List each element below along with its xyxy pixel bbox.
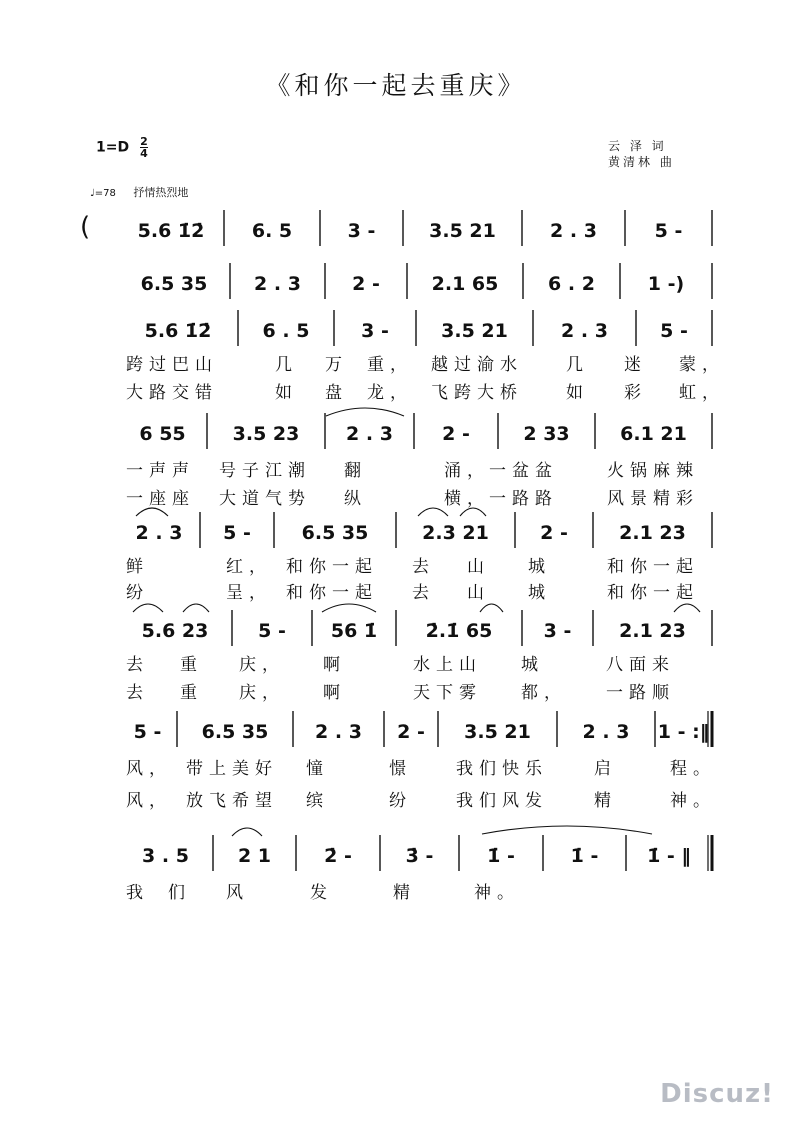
- lyric-word: 程。: [670, 759, 716, 779]
- lyric-word: 如: [275, 383, 298, 403]
- lyric-word: 如: [566, 383, 589, 403]
- measure-notes: 6.5 35: [301, 522, 369, 544]
- measure-notes: 2 . 3: [346, 423, 393, 445]
- metronome-mark: ♩=78: [90, 188, 116, 199]
- measure-notes: 3.5 23: [232, 423, 300, 445]
- lyric-word: 山: [467, 583, 490, 603]
- measure-notes: 5 -: [654, 220, 683, 242]
- lyric-word: 跨过巴山: [126, 355, 218, 375]
- measure-notes: 1 - :‖: [657, 721, 710, 743]
- measure-notes: 2 . 3: [254, 273, 301, 295]
- measure-notes: 6.5 35: [201, 721, 269, 743]
- lyric-word: 八面来: [606, 655, 675, 675]
- lyric-word: 纵: [344, 489, 367, 509]
- lyric-word: 和你一起: [607, 583, 699, 603]
- lyric-word: 城: [521, 655, 544, 675]
- lyric-word: 重，: [367, 355, 413, 375]
- key-label: 1=D: [96, 139, 130, 156]
- lyric-word: 放飞希望: [186, 791, 278, 811]
- measure-notes: 6.5 35: [140, 273, 208, 295]
- measure-notes: 2 . 3: [550, 220, 597, 242]
- lyric-word: 缤: [306, 791, 329, 811]
- measure-notes: 3.5 21: [441, 320, 508, 342]
- lyric-word: 几: [275, 355, 298, 375]
- lyric-word: 一声声: [126, 461, 195, 481]
- lyric-word: 飞跨大桥: [431, 383, 523, 403]
- lyric-word: 发: [310, 883, 333, 903]
- lyric-word: 鲜: [126, 557, 149, 577]
- composer-credit: 黄清林 曲: [608, 155, 675, 169]
- measure-notes: 3.5 21: [464, 721, 531, 743]
- measure-notes: 3̇ -: [405, 845, 434, 867]
- lyric-word: 蒙，: [679, 355, 725, 375]
- lyric-word: 风，: [126, 791, 172, 811]
- lyric-word: 水上山: [413, 655, 482, 675]
- measure-notes: 3 -: [347, 220, 376, 242]
- lyric-word: 憧: [306, 759, 329, 779]
- measure-notes: 1 -): [647, 273, 685, 295]
- measure-notes: 5.6 1̇2̇: [137, 220, 205, 242]
- lyric-word: 去: [412, 583, 435, 603]
- measure-notes: 6.1 21: [620, 423, 687, 445]
- measure-notes: 2̇ -: [324, 845, 352, 867]
- measure-notes: 2 1: [237, 845, 272, 867]
- expression-mark: 抒情热烈地: [133, 186, 189, 199]
- lyric-word: 我: [126, 883, 149, 903]
- lyric-word: 和你一起: [286, 583, 378, 603]
- lyric-word: 都，: [521, 683, 567, 703]
- lyric-word: 启: [594, 759, 617, 779]
- lyric-word: 去: [126, 655, 149, 675]
- measure-notes: 2 33: [523, 423, 570, 445]
- lyric-word: 带上美好: [186, 759, 278, 779]
- measure-notes: 5.6 1̇2̇: [144, 320, 212, 342]
- lyric-word: 几: [566, 355, 589, 375]
- lyric-word: 大路交错: [126, 383, 218, 403]
- lyric-word: 憬: [389, 759, 412, 779]
- lyric-word: 一路顺: [606, 683, 675, 703]
- measure-notes: 6 . 5: [262, 320, 310, 342]
- measure-notes: 6. 5: [251, 220, 293, 242]
- lyric-word: 火锅麻辣: [607, 461, 699, 481]
- lyric-word: 越过渝水: [431, 355, 523, 375]
- lyric-word: 重: [180, 683, 203, 703]
- lyric-word: 城: [528, 557, 551, 577]
- measure-notes: 5 -: [660, 320, 688, 342]
- measure-notes: 2 -: [397, 721, 425, 743]
- lyric-word: 涌，: [444, 461, 490, 481]
- measure-notes: 2 -: [442, 423, 470, 445]
- lyric-word: 横，: [444, 489, 490, 509]
- lyric-word: 风: [226, 883, 249, 903]
- measure-notes: 6 . 2: [548, 273, 595, 295]
- measure-notes: 1̇ -: [570, 845, 599, 867]
- lyric-word: 一路路: [489, 489, 558, 509]
- measure-notes: 2 . 3: [315, 721, 362, 743]
- measure-notes: 1̇ - ‖: [647, 845, 691, 867]
- time-signature-bottom: 4: [140, 147, 148, 160]
- measure-notes: 5 -: [258, 620, 286, 642]
- lyric-word: 去: [126, 683, 149, 703]
- lyric-word: 精: [393, 883, 416, 903]
- lyric-word: 我们风发: [456, 791, 548, 811]
- lyric-word: 一座座: [126, 489, 195, 509]
- measure-notes: 2 . 3: [582, 721, 630, 743]
- measure-notes: 3 . 5: [142, 845, 189, 867]
- measure-notes: 2.1 23: [619, 620, 686, 642]
- lyric-word: 我们快乐: [456, 759, 548, 779]
- measure-notes: 5 -: [133, 721, 162, 743]
- measure-notes: 2 -: [540, 522, 568, 544]
- measure-notes: 2 . 3: [561, 320, 608, 342]
- lyric-word: 庆，: [239, 655, 285, 675]
- measure-notes: 2.1 23: [619, 522, 686, 544]
- lyric-word: 风，: [126, 759, 172, 779]
- lyric-word: 风景精彩: [607, 489, 699, 509]
- lyric-word: 和你一起: [607, 557, 699, 577]
- lyric-word: 啊: [323, 655, 346, 675]
- lyric-word: 啊: [323, 683, 346, 703]
- lyric-word: 万: [325, 355, 348, 375]
- measure-notes: 5.6 23: [141, 620, 209, 642]
- watermark-logo: Discuz!: [660, 1079, 774, 1109]
- measure-notes: 6 55: [139, 423, 186, 445]
- measure-notes: 3 -: [543, 620, 572, 642]
- lyric-word: 纷: [126, 583, 149, 603]
- lyric-word: 翻: [344, 461, 367, 481]
- measure-notes: 1̇ -: [487, 845, 515, 867]
- lyric-word: 神。: [474, 883, 520, 903]
- lyric-word: 一盆盆: [489, 461, 558, 481]
- lyric-word: 天下雾: [413, 683, 482, 703]
- repeat-open-paren: (: [80, 212, 91, 242]
- measure-notes: 2 -: [352, 273, 380, 295]
- lyric-word: 和你一起: [286, 557, 378, 577]
- measure-notes: 3.5 21: [429, 220, 496, 242]
- lyric-word: 迷: [624, 355, 647, 375]
- lyric-word: 大道气势: [219, 489, 311, 509]
- lyric-word: 虹，: [679, 383, 725, 403]
- lyric-word: 去: [412, 557, 435, 577]
- measure-notes: 2.3 21: [422, 522, 489, 544]
- measure-notes: 56 1̇: [330, 620, 378, 642]
- measure-notes: 2̇.1̇ 65: [425, 620, 493, 642]
- lyric-word: 呈，: [226, 583, 272, 603]
- lyric-word: 神。: [670, 791, 716, 811]
- lyric-word: 盘: [325, 383, 348, 403]
- song-title: 《和你一起去重庆》: [265, 71, 527, 100]
- measure-notes: 3 -: [361, 320, 389, 342]
- lyric-word: 红，: [226, 557, 272, 577]
- lyric-word: 城: [528, 583, 551, 603]
- lyric-word: 庆，: [239, 683, 285, 703]
- lyric-word: 号子江潮: [219, 461, 311, 481]
- lyric-word: 纷: [389, 791, 412, 811]
- lyric-word: 龙，: [367, 383, 413, 403]
- lyric-word: 们: [168, 883, 191, 903]
- measure-notes: 2.1 65: [431, 273, 499, 295]
- lyricist-credit: 云 泽 词: [608, 139, 667, 153]
- lyric-word: 重: [180, 655, 203, 675]
- lyric-word: 山: [467, 557, 490, 577]
- measure-notes: 5 -: [223, 522, 251, 544]
- measure-notes: 2 . 3: [135, 522, 183, 544]
- lyric-word: 精: [594, 791, 617, 811]
- time-signature-top: 2: [140, 135, 148, 148]
- lyric-word: 彩: [624, 383, 647, 403]
